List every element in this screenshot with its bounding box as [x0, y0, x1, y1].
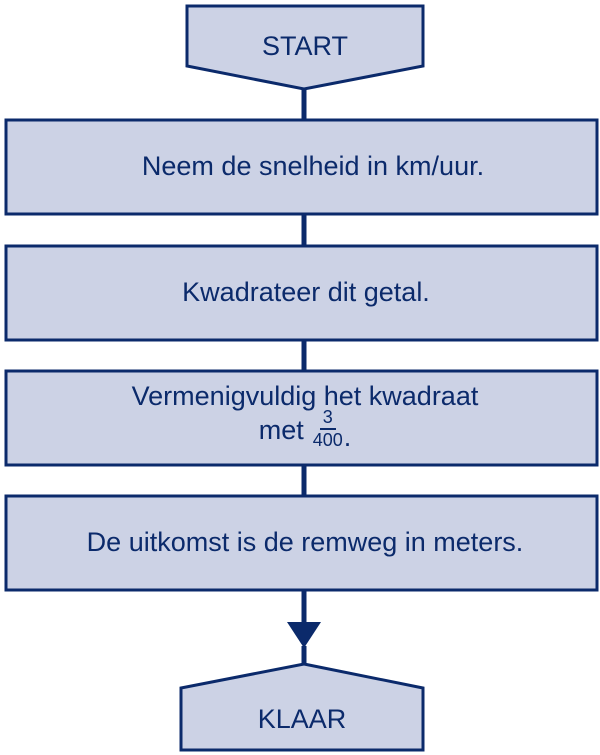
fraction-denominator: 400 — [312, 429, 343, 450]
step-2-label — [6, 246, 600, 340]
fraction — [310, 408, 346, 450]
step-1-text: Neem de snelheid in km/uur. — [141, 151, 485, 182]
end-text: KLAAR — [257, 704, 347, 735]
step-4-text: De uitkomst is de remweg in meters. — [86, 527, 524, 558]
step-3-prefix: met — [258, 415, 304, 445]
step-3-suffix: . — [343, 422, 352, 452]
fraction-numerator: 3 — [320, 408, 336, 430]
step-3-line-1: Vermenigvuldig het kwadraat — [131, 380, 479, 411]
start-label — [187, 22, 423, 72]
step-3-line-2 — [259, 408, 352, 453]
step-3-label — [6, 371, 600, 465]
arrowhead-down-icon — [287, 622, 321, 648]
end-label — [181, 694, 423, 746]
step-4-label — [6, 496, 600, 590]
step-2-text: Kwadrateer dit getal. — [182, 277, 430, 308]
start-text: START — [261, 31, 348, 62]
step-1-label — [6, 120, 600, 214]
